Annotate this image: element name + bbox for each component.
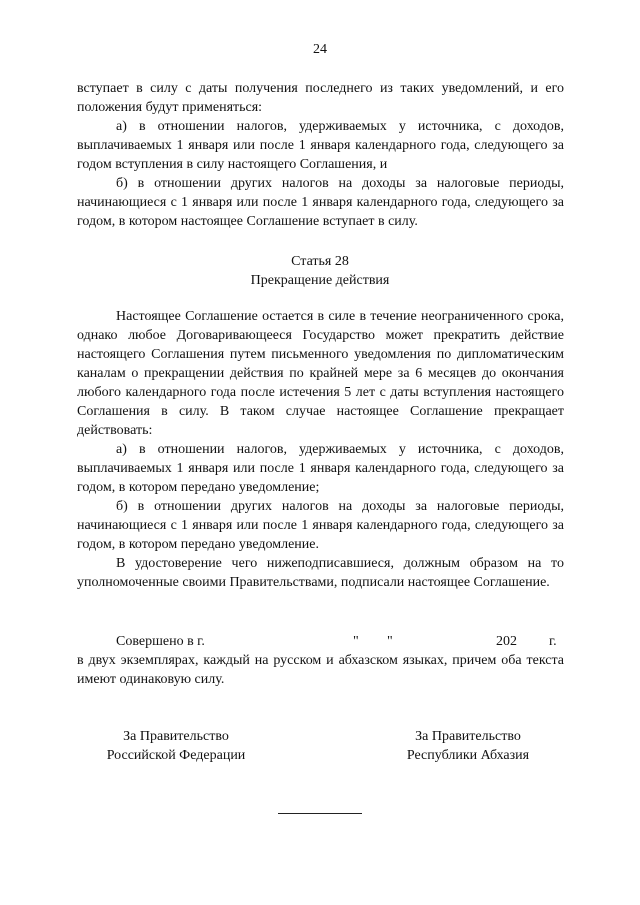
signed-continuation-section [77, 651, 564, 689]
article-heading [0, 252, 640, 290]
signature-block-abkhazia [368, 727, 568, 765]
signed-continuation: в двух экземплярах, каждый на русском и абхазском языках, причем оба текста имеют одинаковую силу. [77, 653, 564, 687]
signature-block-russia [76, 727, 276, 765]
signed-quote-open: " [353, 634, 359, 649]
witness-paragraph: В удостоверение чего нижеподписавшиеся, должным образом на то уполномоченные своими Правительствами, подписали настоящее Соглашение. [77, 556, 564, 590]
article-number: Статья 28 [291, 254, 349, 269]
signature-right-line2: Республики Абхазия [406, 748, 530, 763]
signature-left-line1: За Правительство [123, 729, 229, 744]
signature-left-line2: Российской Федерации [106, 748, 246, 763]
signature-right-line1: За Правительство [415, 729, 521, 744]
signed-done-at: Совершено в г. [116, 634, 205, 649]
intro-section [77, 79, 564, 231]
signed-place-date-line [77, 632, 564, 651]
article-paragraph: Настоящее Соглашение остается в силе в течение неограниченного срока, однако любое Договаривающееся Государство может прекратить действие настоящего Соглашения путем письменного уведомления по дипломатическим каналам о прекращении действия по крайней мере за 6 месяцев до окончания любого календарного года после истечения 5 лет с даты вступления настоящего Соглашения в силу. В таком случае настоящее Соглашение прекращает действовать: [77, 309, 564, 438]
intro-item-b: б) в отношении других налогов на доходы за налоговые периоды, начинающиеся с 1 января или после 1 января календарного года, следующего за годом, в котором настоящее Соглашение вступает в силу. [77, 176, 564, 229]
signed-year-suffix: г. [549, 634, 557, 649]
article-title: Прекращение действия [250, 273, 390, 288]
signed-quote-close: " [387, 634, 393, 649]
article-item-a: а) в отношении налогов, удерживаемых у источника, с доходов, выплачиваемых 1 января или после 1 января календарного года, следующего за годом, в котором передано уведомление; [77, 442, 564, 495]
article-body [77, 307, 564, 592]
article-item-b: б) в отношении других налогов на доходы за налоговые периоды, начинающиеся с 1 января или после 1 января календарного года, следующего за годом, в котором передано уведомление. [77, 499, 564, 552]
intro-item-a: а) в отношении налогов, удерживаемых у источника, с доходов, выплачиваемых 1 января или после 1 января календарного года, следующего за годом вступления в силу настоящего Соглашения, и [77, 119, 564, 172]
intro-paragraph: вступает в силу с даты получения последнего из таких уведомлений, и его положения будут применяться: [77, 81, 564, 115]
page-number: 24 [313, 42, 327, 57]
signed-year: 202 [496, 634, 517, 649]
footer-rule [278, 813, 362, 814]
